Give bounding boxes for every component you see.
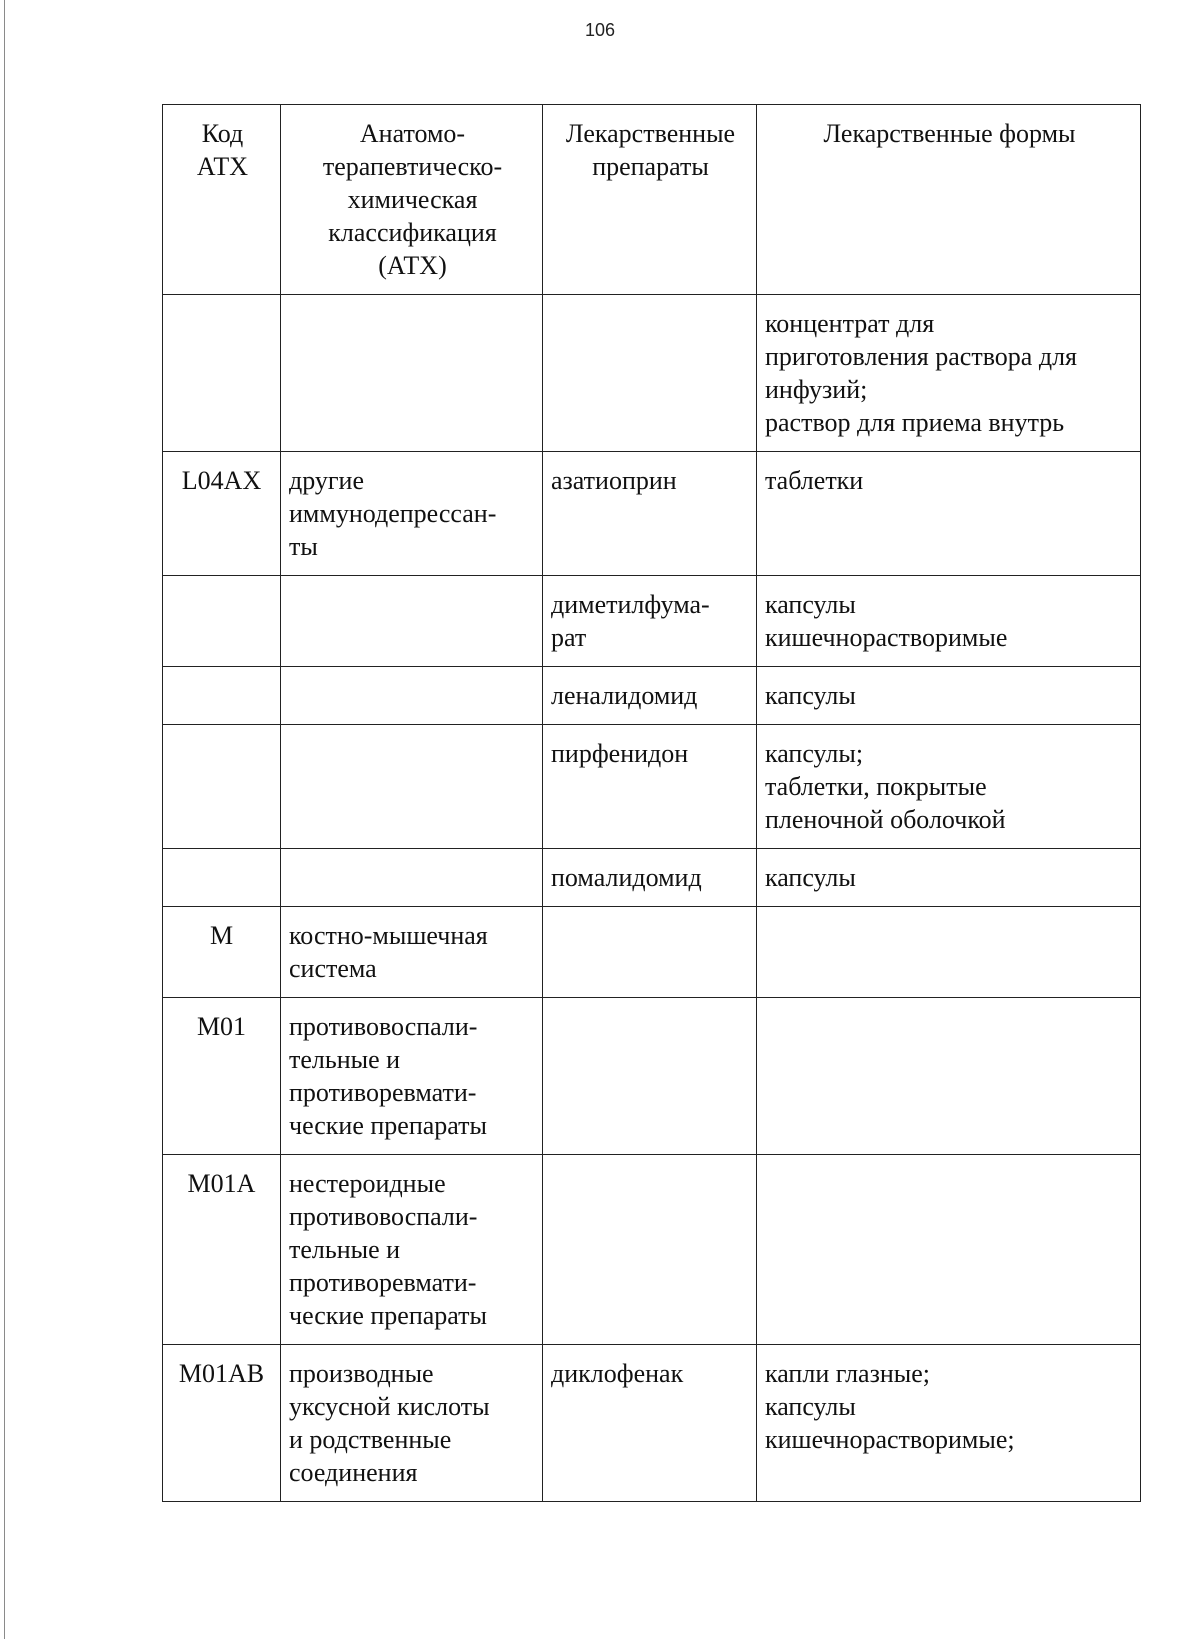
cell-classification — [281, 998, 543, 1155]
header-classification — [281, 105, 543, 295]
cell-forms — [757, 452, 1141, 576]
cell-line: противоревмати- — [289, 1268, 477, 1297]
cell-code: M01 — [163, 998, 281, 1155]
header-line: Лекарственные — [565, 119, 736, 148]
cell-code — [163, 295, 281, 452]
cell-line: противовоспали- — [289, 1012, 478, 1041]
cell-line: капли глазные; — [765, 1359, 931, 1388]
cell-line: капсулы; — [765, 739, 864, 768]
header-line: терапевтическо- — [322, 152, 503, 181]
cell-line: таблетки, покрытые — [765, 772, 987, 801]
page-number: 106 — [584, 20, 616, 40]
cell-code — [163, 667, 281, 725]
cell-line: тельные и — [289, 1235, 401, 1264]
cell-classification — [281, 1155, 543, 1345]
cell-line: таблетки — [765, 466, 864, 495]
cell-line: уксусной кислоты — [289, 1392, 490, 1421]
header-line: Анатомо- — [359, 119, 466, 148]
cell-line: диметилфума- — [551, 590, 710, 619]
cell-line: азатиоприн — [551, 466, 677, 495]
header-line: АТХ — [196, 152, 249, 181]
cell-line: иммунодепрессан- — [289, 499, 497, 528]
header-code — [163, 105, 281, 295]
table-row — [163, 907, 1141, 998]
cell-drug — [543, 295, 757, 452]
cell-line: кишечнорастворимые — [765, 623, 1008, 652]
cell-code: M — [163, 907, 281, 998]
cell-forms — [757, 1155, 1141, 1345]
table-row — [163, 1345, 1141, 1502]
cell-line: кишечнорастворимые; — [765, 1425, 1015, 1454]
cell-line: ты — [289, 532, 318, 561]
table-row — [163, 452, 1141, 576]
page-edge-line — [4, 0, 5, 1639]
cell-drug — [543, 907, 757, 998]
cell-drug — [543, 725, 757, 849]
cell-line: костно-мышечная — [289, 921, 488, 950]
cell-classification — [281, 452, 543, 576]
table-row — [163, 576, 1141, 667]
cell-drug — [543, 576, 757, 667]
header-forms — [757, 105, 1141, 295]
cell-drug — [543, 849, 757, 907]
header-line: (АТХ) — [378, 251, 447, 280]
cell-classification — [281, 725, 543, 849]
cell-forms — [757, 667, 1141, 725]
cell-line: раствор для приема внутрь — [765, 408, 1065, 437]
cell-forms — [757, 907, 1141, 998]
cell-line: производные — [289, 1359, 434, 1388]
cell-forms — [757, 849, 1141, 907]
cell-line: нестероидные — [289, 1169, 446, 1198]
table-row — [163, 667, 1141, 725]
cell-line: ческие препараты — [289, 1111, 487, 1140]
cell-line: рат — [551, 623, 587, 652]
table-row — [163, 725, 1141, 849]
cell-line: и родственные — [289, 1425, 452, 1454]
cell-code — [163, 576, 281, 667]
cell-classification — [281, 576, 543, 667]
cell-line: капсулы — [765, 1392, 856, 1421]
cell-classification — [281, 295, 543, 452]
cell-drug — [543, 1155, 757, 1345]
cell-line: диклофенак — [551, 1359, 684, 1388]
cell-forms — [757, 295, 1141, 452]
cell-code: L04AX — [163, 452, 281, 576]
cell-drug — [543, 998, 757, 1155]
cell-line: тельные и — [289, 1045, 401, 1074]
cell-drug — [543, 452, 757, 576]
table-body — [163, 295, 1141, 1502]
cell-line: капсулы — [765, 681, 856, 710]
cell-line: помалидомид — [551, 863, 702, 892]
cell-code — [163, 725, 281, 849]
cell-line: другие — [289, 466, 365, 495]
cell-classification — [281, 1345, 543, 1502]
cell-classification — [281, 667, 543, 725]
cell-line: пленочной оболочкой — [765, 805, 1006, 834]
cell-line: леналидомид — [551, 681, 698, 710]
table-row — [163, 1155, 1141, 1345]
header-line: Лекарственные формы — [823, 119, 1076, 148]
cell-line: ческие препараты — [289, 1301, 487, 1330]
header-drugs — [543, 105, 757, 295]
cell-line: концентрат для — [765, 309, 935, 338]
cell-code — [163, 849, 281, 907]
cell-line: противовоспали- — [289, 1202, 478, 1231]
cell-line: капсулы — [765, 863, 856, 892]
header-line: классификация — [328, 218, 497, 247]
cell-drug — [543, 1345, 757, 1502]
cell-line: система — [289, 954, 377, 983]
table-header-row — [163, 105, 1141, 295]
cell-line: противоревмати- — [289, 1078, 477, 1107]
header-line: химическая — [347, 185, 478, 214]
atx-table — [162, 104, 1141, 1502]
cell-code: M01AB — [163, 1345, 281, 1502]
cell-line: инфузий; — [765, 375, 868, 404]
cell-line: соединения — [289, 1458, 418, 1487]
cell-code: M01A — [163, 1155, 281, 1345]
cell-forms — [757, 1345, 1141, 1502]
table-row — [163, 998, 1141, 1155]
table-row — [163, 295, 1141, 452]
cell-classification — [281, 849, 543, 907]
cell-line: приготовления раствора для — [765, 342, 1077, 371]
header-line: Код — [201, 119, 244, 148]
cell-forms — [757, 998, 1141, 1155]
header-line: препараты — [592, 152, 709, 181]
cell-forms — [757, 725, 1141, 849]
cell-drug — [543, 667, 757, 725]
cell-classification — [281, 907, 543, 998]
cell-line: пирфенидон — [551, 739, 689, 768]
cell-forms — [757, 576, 1141, 667]
cell-line: капсулы — [765, 590, 856, 619]
table-row — [163, 849, 1141, 907]
